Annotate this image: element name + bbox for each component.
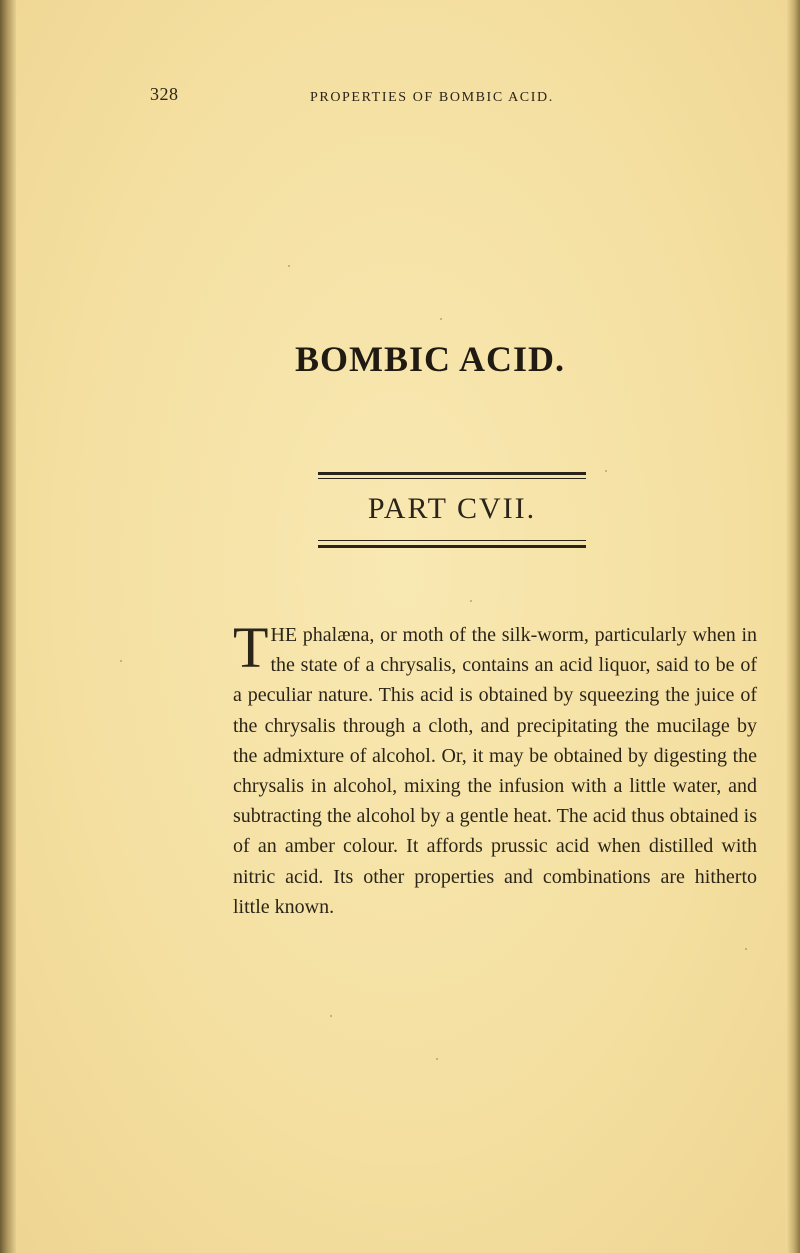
paper-speck	[436, 1058, 438, 1060]
page-outer-edge	[786, 0, 800, 1253]
part-heading: PART CVII.	[367, 492, 537, 525]
page-binding-edge	[0, 0, 16, 1253]
chapter-title: BOMBIC ACID.	[294, 339, 566, 379]
paper-speck	[745, 948, 747, 950]
running-head: PROPERTIES OF BOMBIC ACID.	[310, 90, 554, 105]
paper-speck	[605, 470, 607, 472]
body-paragraph	[233, 615, 757, 922]
heading-rule-bottom-thin	[318, 540, 586, 541]
page-number: 328	[150, 84, 179, 104]
paper-speck	[440, 318, 442, 320]
paper-speck	[288, 265, 290, 267]
heading-rule-bottom-thick	[318, 545, 586, 548]
heading-rule-top-thick	[318, 472, 586, 475]
paper-speck	[120, 660, 122, 662]
paper-speck	[330, 1015, 332, 1017]
drop-cap: T	[233, 615, 269, 680]
heading-rule-top-thin	[318, 478, 586, 479]
paper-speck	[470, 600, 472, 602]
paragraph-text: HE phalæna, or moth of the silk-worm, particularly when in the state of a chrysalis, contains an acid liquor, said to be of a peculiar nature. This acid is obtained by squeezing the juice of the chrysalis through a cloth, and precipitating the mucilage by the admixture of alcohol. Or, it may be obtained by digesting the chrysalis in alcohol, mixing the infusion with a little water, and subtracting the alcohol by a gentle heat. The acid thus obtained is of an amber colour. It affords prussic acid when distilled with nitric acid. Its other properties and combinations are hitherto little known.	[233, 624, 757, 918]
